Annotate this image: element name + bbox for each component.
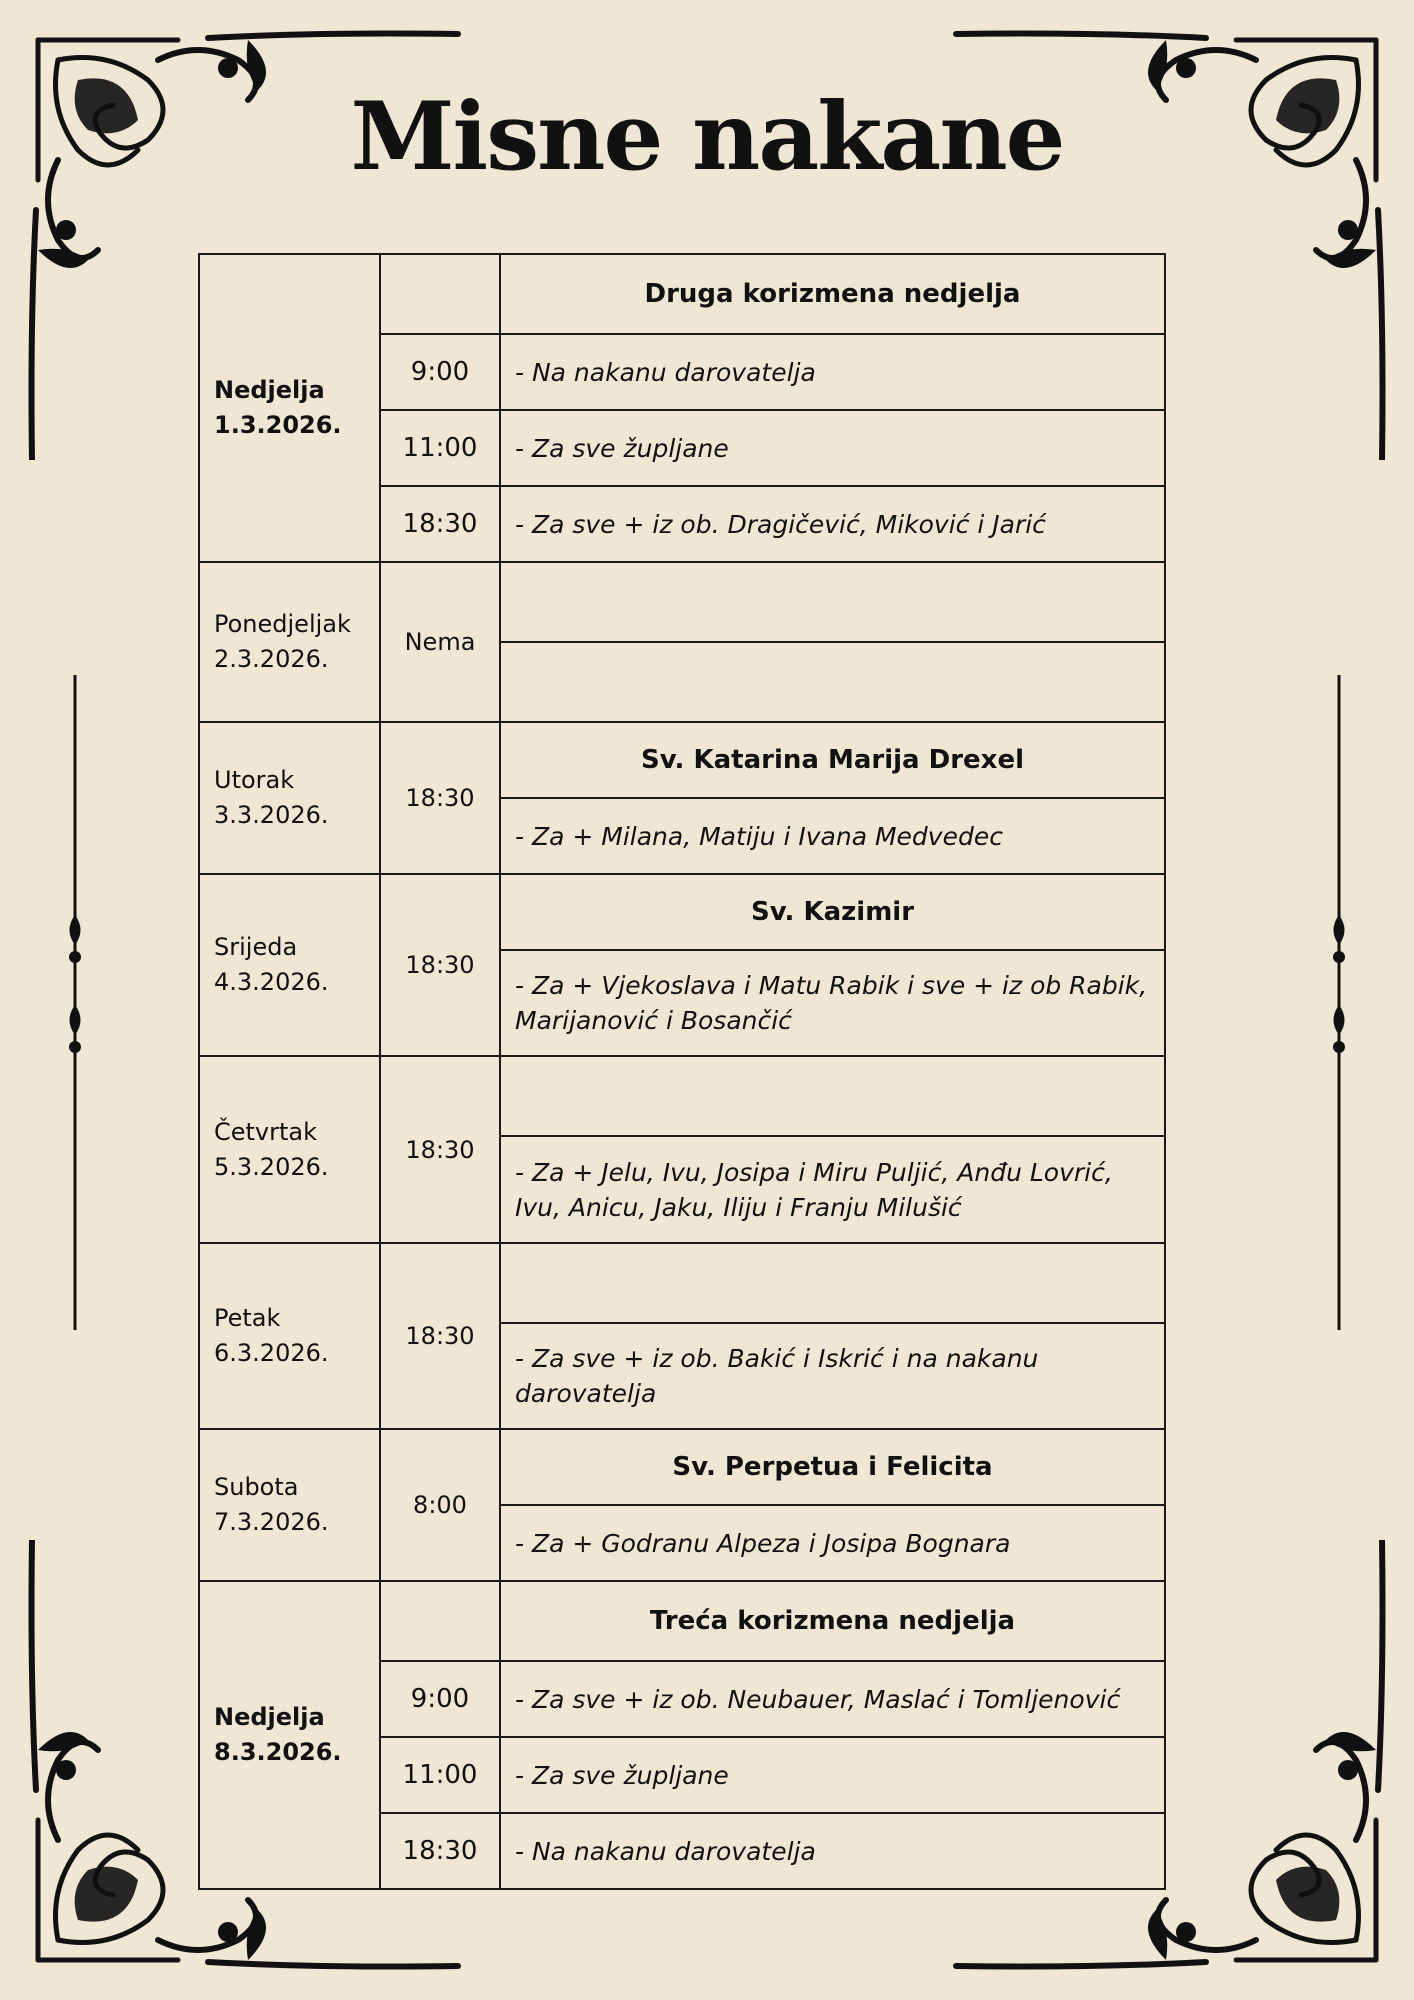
intention-cell: - Na nakanu darovatelja <box>500 1813 1165 1889</box>
intention-cell: - Za + Godranu Alpeza i Josipa Bognara <box>500 1505 1165 1581</box>
day-name: Srijeda <box>214 933 298 961</box>
day-name: Utorak <box>214 766 295 794</box>
day-date: 2.3.2026. <box>214 645 329 673</box>
day-cell <box>199 562 380 722</box>
table-row <box>199 254 1165 334</box>
day-date: 4.3.2026. <box>214 968 329 996</box>
day-name: Subota <box>214 1473 299 1501</box>
intention-line: - Za + Vjekoslava i Matu Rabik i sve + iz ob Rabik, <box>515 971 1148 1000</box>
table-row <box>199 874 1165 950</box>
time-cell <box>380 1581 500 1661</box>
day-cell <box>199 1243 380 1429</box>
day-date: 6.3.2026. <box>214 1339 329 1367</box>
feast-cell <box>500 562 1165 642</box>
time-cell: Nema <box>380 562 500 722</box>
table-row <box>199 562 1165 642</box>
day-cell <box>199 722 380 874</box>
table-row <box>199 1243 1165 1323</box>
intention-cell: - Za + Milana, Matiju i Ivana Medvedec <box>500 798 1165 874</box>
day-date: 5.3.2026. <box>214 1152 329 1181</box>
day-name: Nedjelja <box>214 376 325 404</box>
day-cell <box>199 1429 380 1581</box>
time-cell: 18:30 <box>380 874 500 1056</box>
mass-schedule-table <box>198 253 1166 1890</box>
side-flourish-left-icon <box>60 675 90 1330</box>
intention-line: - Za sve + iz ob. Bakić i Iskrić i na nakanu <box>515 1344 1039 1373</box>
day-date: 7.3.2026. <box>214 1508 329 1536</box>
time-cell: 11:00 <box>380 1737 500 1813</box>
table-row <box>199 1056 1165 1136</box>
feast-cell <box>500 1243 1165 1323</box>
intention-line: Ivu, Anicu, Jaku, Iliju i Franju Milušić <box>515 1192 962 1222</box>
time-cell: 11:00 <box>380 410 500 486</box>
intention-cell <box>500 1136 1165 1243</box>
day-cell <box>199 1056 380 1243</box>
time-cell: 18:30 <box>380 722 500 874</box>
time-cell: 9:00 <box>380 334 500 410</box>
day-date: 1.3.2026. <box>214 411 342 439</box>
time-cell: 8:00 <box>380 1429 500 1581</box>
feast-cell: Sv. Kazimir <box>500 874 1165 950</box>
table-row <box>199 722 1165 798</box>
intention-cell <box>500 1323 1165 1429</box>
intention-line: darovatelja <box>515 1379 657 1408</box>
intention-cell <box>500 950 1165 1056</box>
time-cell: 18:30 <box>380 1243 500 1429</box>
time-cell: 18:30 <box>380 1056 500 1243</box>
intention-cell: - Za sve župljane <box>500 410 1165 486</box>
feast-cell: Treća korizmena nedjelja <box>500 1581 1165 1661</box>
intention-cell <box>500 642 1165 722</box>
day-name: Četvrtak <box>214 1117 318 1146</box>
intention-line: - Za + Jelu, Ivu, Josipa i Miru Puljić, Anđu Lovrić, <box>515 1157 1113 1187</box>
side-flourish-right-icon <box>1324 675 1354 1330</box>
intention-line: Marijanović i Bosančić <box>515 1006 792 1035</box>
day-date: 8.3.2026. <box>214 1738 342 1766</box>
time-cell: 18:30 <box>380 1813 500 1889</box>
intention-cell: - Za sve + iz ob. Dragičević, Miković i Jarić <box>500 486 1165 562</box>
day-cell <box>199 254 380 562</box>
table-row <box>199 1581 1165 1661</box>
feast-cell: Sv. Perpetua i Felicita <box>500 1429 1165 1505</box>
feast-cell <box>500 1056 1165 1136</box>
intention-cell: - Za sve župljane <box>500 1737 1165 1813</box>
intention-cell: - Na nakanu darovatelja <box>500 334 1165 410</box>
day-name: Petak <box>214 1304 281 1332</box>
day-name: Nedjelja <box>214 1703 325 1731</box>
time-cell: 9:00 <box>380 1661 500 1737</box>
table-row <box>199 1429 1165 1505</box>
time-cell: 18:30 <box>380 486 500 562</box>
day-cell <box>199 1581 380 1889</box>
page-title: Misne nakane <box>350 82 1064 192</box>
feast-cell: Sv. Katarina Marija Drexel <box>500 722 1165 798</box>
intention-cell: - Za sve + iz ob. Neubauer, Maslać i Tomljenović <box>500 1661 1165 1737</box>
time-cell <box>380 254 500 334</box>
day-date: 3.3.2026. <box>214 801 329 829</box>
day-cell <box>199 874 380 1056</box>
feast-cell: Druga korizmena nedjelja <box>500 254 1165 334</box>
day-name: Ponedjeljak <box>214 610 351 638</box>
